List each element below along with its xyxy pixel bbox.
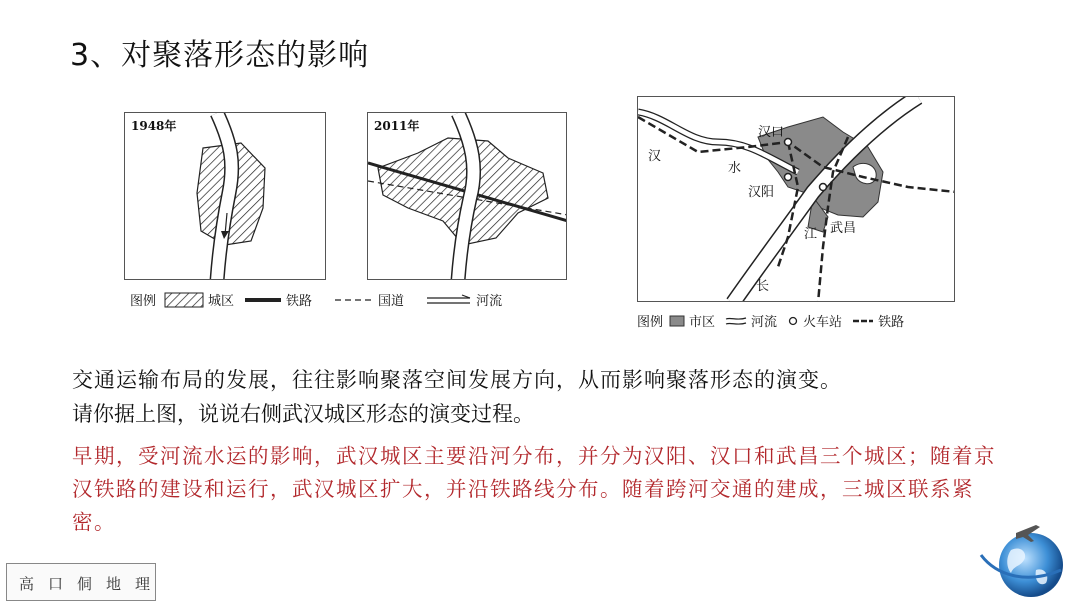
river-icon — [725, 315, 747, 327]
answer-text: 早期，受河流水运的影响，武汉城区主要沿河分布，并分为汉阳、汉口和武昌三个城区；随着京汉铁路的建设和运行，武汉城区扩大，并沿铁路线分布。随着跨河交通的建成，三城区联系紧密。 — [72, 444, 996, 534]
legend-railway-right-label: 铁路 — [878, 315, 905, 330]
legend-urban — [164, 290, 234, 309]
label-shui: 水 — [728, 161, 742, 176]
urban-hatch-icon — [164, 292, 204, 308]
legend-railway-label: 铁路 — [286, 294, 313, 309]
city-area-icon — [669, 315, 685, 327]
river-arrow-icon — [426, 293, 472, 307]
legend-railway — [244, 290, 312, 309]
globe-icon — [976, 515, 1071, 600]
map-2011-year: 2011年 — [374, 119, 420, 133]
legend-river-right-label: 河流 — [751, 315, 778, 330]
map-1948 — [124, 112, 326, 280]
label-jiang: 江 — [804, 227, 818, 242]
legend-left — [130, 290, 512, 309]
legend-river — [426, 290, 502, 309]
label-han: 汉 — [648, 149, 662, 164]
paragraph-question: 请你据上图，说说右侧武汉城区形态的演变过程。 — [72, 402, 534, 426]
legend-city — [669, 311, 715, 330]
map-1948-drawing — [125, 113, 326, 280]
label-chang: 长 — [756, 279, 770, 294]
legend-city-label: 市区 — [689, 315, 716, 330]
label-hankou: 汉口 — [758, 125, 785, 140]
station-icon — [787, 315, 799, 327]
slide-title: 3、对聚落形态的影响 — [70, 38, 370, 73]
label-wuchang: 武昌 — [830, 221, 857, 236]
map-2011-drawing — [368, 113, 567, 280]
legend-railway-right — [852, 311, 904, 330]
globe-airplane-icon — [976, 515, 1071, 604]
legend-road — [334, 290, 404, 309]
wuhan-map-drawing — [638, 97, 955, 302]
railway-line-icon — [244, 294, 282, 306]
map-1948-year: 1948年 — [131, 119, 177, 133]
legend-river-label: 河流 — [476, 294, 503, 309]
legend-station — [787, 311, 842, 330]
railway-icon — [852, 315, 874, 327]
legend-right — [637, 311, 914, 330]
road-dashed-icon — [334, 294, 374, 306]
legend-station-label: 火车站 — [803, 315, 843, 330]
map-2011 — [367, 112, 567, 280]
legend-left-prefix: 图例 — [130, 294, 157, 309]
legend-urban-label: 城区 — [208, 294, 235, 309]
paragraph-intro: 交通运输布局的发展，往往影响聚落空间发展方向，从而影响聚落形态的演变。 — [72, 368, 842, 392]
logo-text: 高口侗地理 — [19, 575, 165, 593]
logo-stamp — [6, 563, 165, 601]
legend-river-right — [725, 311, 777, 330]
legend-right-prefix: 图例 — [637, 315, 664, 330]
legend-road-label: 国道 — [378, 294, 405, 309]
wuhan-map — [637, 96, 955, 302]
label-hanyang: 汉阳 — [748, 185, 775, 200]
